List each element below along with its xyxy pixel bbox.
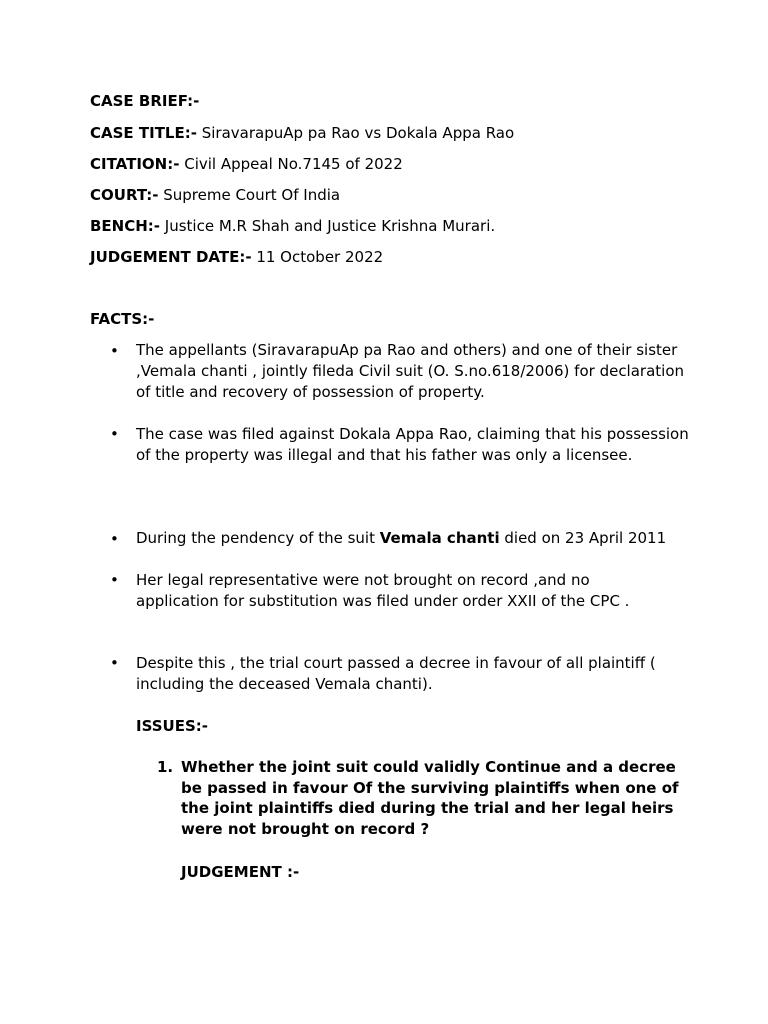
fact-item-suffix: died on 23 April 2011 [499, 529, 667, 547]
facts-heading: FACTS:- [90, 310, 155, 328]
issues-heading: ISSUES:- [136, 717, 208, 735]
fact-item: The case was filed against Dokala Appa Rao, claiming that his possession of the property was illegal and that his father was only a licensee. [136, 425, 689, 464]
issue-item: Whether the joint suit could validly Continue and a decree be passed in favour Of the surviving plaintiffs when one of the joint plaintiffs died during the trial and her legal heirs were not brought on record ? [181, 758, 679, 838]
judgement-date-value: 11 October 2022 [251, 248, 384, 266]
citation-label: CITATION:- [90, 155, 180, 173]
bullet-marker: • [110, 654, 119, 672]
court-line [90, 185, 340, 205]
judgement-date-line [90, 247, 383, 267]
fact-item: The appellants (SiravarapuAp pa Rao and others) and one of their sister ,Vemala chanti , jointly fileda Civil suit (O. S.no.618/2006) for declaration of title and recovery of possession of property. [136, 341, 685, 401]
judgement-heading: JUDGEMENT :- [181, 863, 300, 881]
bench-label: BENCH:- [90, 217, 161, 235]
bullet-marker: • [110, 530, 119, 548]
bench-value: Justice M.R Shah and Justice Krishna Murari. [160, 217, 496, 235]
bullet-marker: • [110, 342, 119, 360]
case-title-line [90, 123, 514, 143]
issue-number: 1. [157, 758, 174, 776]
bullet-marker: • [110, 425, 119, 443]
fact-item: Her legal representative were not brought on record ,and no application for substitution was filed under order XXII of the CPC . [136, 571, 630, 610]
fact-item [136, 528, 696, 549]
fact-item: Despite this , the trial court passed a decree in favour of all plaintiff ( including the deceased Vemala chanti). [136, 654, 656, 693]
bullet-marker: • [110, 571, 119, 589]
fact-item-prefix: During the pendency of the suit [136, 529, 380, 547]
citation-value: Civil Appeal No.7145 of 2022 [179, 155, 403, 173]
case-brief-heading: CASE BRIEF:- [90, 92, 200, 110]
court-value: Supreme Court Of India [158, 186, 341, 204]
bench-line [90, 216, 495, 236]
citation-line [90, 154, 403, 174]
fact-item-bold-name: Vemala chanti [379, 529, 500, 547]
court-label: COURT:- [90, 186, 159, 204]
judgement-date-label: JUDGEMENT DATE:- [90, 248, 252, 266]
case-title-value: SiravarapuAp pa Rao vs Dokala Appa Rao [196, 124, 515, 142]
case-title-label: CASE TITLE:- [90, 124, 197, 142]
